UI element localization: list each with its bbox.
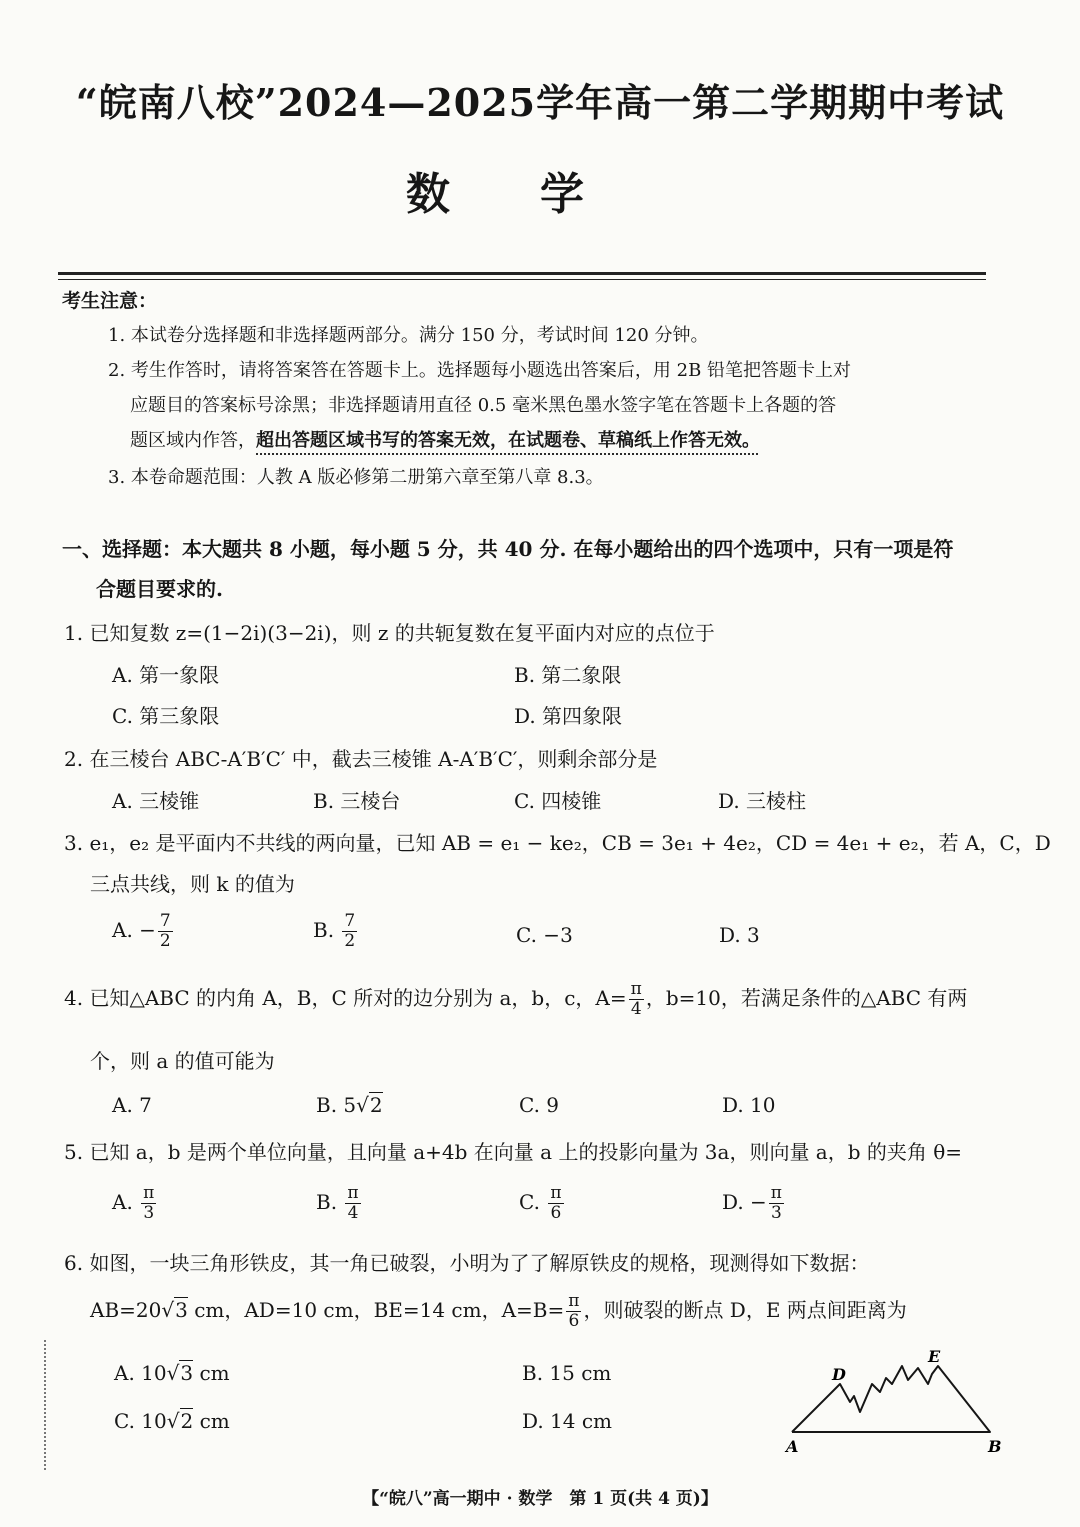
q4-option-b-prefix: B. 5 [316, 1093, 357, 1117]
notice-item-2c-emphasis: 超出答题区域书写的答案无效，在试题卷、草稿纸上作答无效。 [256, 430, 760, 451]
sqrt-symbol: √ [161, 1298, 175, 1322]
q4-option-d: D. 10 [722, 1093, 776, 1117]
q5-option-b-prefix: B. [316, 1190, 344, 1214]
q6-option-c-radicand: 2 [180, 1409, 194, 1433]
notice-title: 考生注意： [62, 290, 158, 312]
q3-b-numerator: 7 [344, 911, 356, 931]
q4-option-b [316, 1093, 383, 1117]
q5-a-denominator: 3 [143, 1203, 155, 1223]
q6-stem-2-a: AB=20 [90, 1298, 162, 1322]
q1-option-d: D. 第四象限 [514, 704, 623, 728]
section-1-heading-cont: 合题目要求的. [96, 577, 223, 601]
q6-stem-radicand: 3 [175, 1298, 188, 1322]
q5-option-b-fraction [345, 1184, 360, 1223]
q5-stem: 5. 已知 a，b 是两个单位向量，且向量 a+4b 在向量 a 上的投影向量为 3a，则向量 a，b 的夹角 θ= [64, 1140, 963, 1164]
exam-title: “皖南八校”2024—2025学年高一第二学期期中考试 [75, 80, 1005, 125]
notice-item-2c [130, 425, 760, 457]
section-1-heading: 一、选择题：本大题共 8 小题，每小题 5 分，共 40 分. 在每小题给出的四个选项中，只有一项是符 [62, 537, 954, 561]
q4-stem-1-post: ，b=10，若满足条件的△ABC 有两 [645, 986, 968, 1010]
q6-stem-1: 6. 如图，一块三角形铁皮，其一角已破裂，小明为了了解原铁皮的规格，现测得如下数据： [64, 1251, 870, 1275]
q3-stem-1: 3. e₁，e₂ 是平面内不共线的两向量，已知 AB = e₁ − ke₂，CB = 3e₁ + 4e₂，CD = 4e₁ + e₂，若 A，C，D [64, 831, 1051, 855]
q4-stem-2: 个，则 a 的值可能为 [90, 1049, 275, 1073]
q2-stem: 2. 在三棱台 ABC-A′B′C′ 中，截去三棱锥 A-A′B′C′，则剩余部分是 [64, 747, 658, 771]
q6-option-c [114, 1409, 230, 1433]
q6-option-a-radicand: 3 [180, 1361, 194, 1385]
q4-angle-fraction [629, 980, 644, 1019]
figure-label-b: B [988, 1437, 1002, 1456]
q5-option-a [112, 1184, 158, 1223]
q3-stem-2: 三点共线，则 k 的值为 [90, 872, 295, 896]
page-footer: 【“皖八”高一期中 · 数学 第 1 页(共 4 页)】 [362, 1489, 718, 1509]
q3-option-a-prefix: A. − [112, 918, 156, 942]
q3-a-numerator: 7 [159, 911, 171, 931]
q3-option-d: D. 3 [719, 923, 760, 947]
q1-option-a: A. 第一象限 [112, 663, 220, 687]
q5-option-d-fraction [769, 1184, 784, 1223]
figure-label-a: A [786, 1437, 799, 1456]
q2-option-d: D. 三棱柱 [718, 789, 807, 813]
q3-option-b [313, 912, 359, 951]
q5-c-numerator: π [550, 1183, 562, 1203]
q6-option-b: B. 15 cm [522, 1361, 612, 1385]
q6-angle-denominator: 6 [568, 1311, 580, 1331]
q5-option-c-prefix: C. [519, 1190, 547, 1214]
q4-stem-1-pre: 4. 已知△ABC 的内角 A，B，C 所对的边分别为 a，b，c，A= [64, 986, 627, 1010]
q6-option-a [114, 1361, 230, 1385]
q6-option-c-unit: cm [193, 1409, 230, 1433]
q5-option-d [722, 1184, 786, 1223]
q4-angle-denominator: 4 [630, 999, 642, 1019]
q5-a-numerator: π [143, 1183, 155, 1203]
q3-option-b-prefix: B. [313, 918, 341, 942]
q1-option-c: C. 第三象限 [112, 704, 220, 728]
q5-d-numerator: π [770, 1183, 782, 1203]
q5-b-numerator: π [347, 1183, 359, 1203]
figure-label-d: D [832, 1365, 846, 1384]
q6-broken-triangle-figure [782, 1344, 1012, 1460]
q5-option-b [316, 1184, 363, 1223]
q6-option-d: D. 14 cm [522, 1409, 613, 1433]
q1-option-b: B. 第二象限 [514, 663, 622, 687]
q4-stem-1 [64, 980, 967, 1019]
notice-item-2a: 2. 考生作答时，请将答案答在答题卡上。选择题每小题选出答案后，用 2B 铅笔把答题卡上对 [108, 360, 852, 381]
header-rule-thin [58, 279, 986, 280]
notice-item-2b: 应题目的答案标号涂黑；非选择题请用直径 0.5 毫米黑色墨水签字笔在答题卡上各题的答 [130, 395, 837, 416]
q1-stem: 1. 已知复数 z=(1−2i)(3−2i)，则 z 的共轭复数在复平面内对应的点位于 [64, 621, 715, 645]
triangle-outline [792, 1366, 990, 1432]
q4-option-a: A. 7 [112, 1093, 152, 1117]
q4-option-b-radicand: 2 [369, 1093, 383, 1117]
q5-option-d-prefix: D. − [722, 1190, 767, 1214]
q6-angle-numerator: π [568, 1291, 580, 1311]
header-rule-thick [58, 272, 986, 275]
sqrt-symbol: √ [166, 1361, 180, 1385]
notice-item-3: 3. 本卷命题范围：人教 A 版必修第二册第六章至第八章 8.3。 [108, 467, 604, 488]
q2-option-b: B. 三棱台 [313, 789, 401, 813]
q6-stem-2 [90, 1292, 907, 1331]
q6-angle-fraction [566, 1292, 581, 1331]
q5-d-denominator: 3 [770, 1203, 782, 1223]
q2-option-a: A. 三棱锥 [112, 789, 200, 813]
q6-option-a-prefix: A. 10 [114, 1361, 167, 1385]
q5-option-c [519, 1184, 566, 1223]
q6-option-a-unit: cm [193, 1361, 230, 1385]
q5-b-denominator: 4 [347, 1203, 359, 1223]
q5-option-a-prefix: A. [112, 1190, 140, 1214]
q4-option-c: C. 9 [519, 1093, 560, 1117]
q2-option-c: C. 四棱锥 [514, 789, 602, 813]
q3-option-a [112, 912, 175, 951]
notice-item-1: 1. 本试卷分选择题和非选择题两部分。满分 150 分，考试时间 120 分钟。 [108, 325, 709, 346]
q3-option-c: C. −3 [516, 923, 573, 947]
sqrt-symbol: √ [166, 1409, 180, 1433]
q3-option-a-fraction [158, 912, 173, 951]
q6-option-c-prefix: C. 10 [114, 1409, 167, 1433]
q6-stem-2-b: cm，AD=10 cm，BE=14 cm，A=B= [187, 1298, 565, 1322]
q3-option-b-fraction [342, 912, 357, 951]
q4-angle-numerator: π [630, 979, 642, 999]
notice-item-2c-plain: 题区域内作答， [130, 430, 256, 451]
q3-b-denominator: 2 [344, 931, 356, 951]
q5-option-c-fraction [548, 1184, 563, 1223]
q3-a-denominator: 2 [159, 931, 171, 951]
q6-stem-2-c: ，则破裂的断点 D，E 两点间距离为 [583, 1298, 907, 1322]
subject-title: 数学 [406, 169, 674, 220]
figure-label-e: E [928, 1347, 941, 1366]
q5-option-a-fraction [141, 1184, 156, 1223]
q5-c-denominator: 6 [550, 1203, 562, 1223]
sqrt-symbol: √ [356, 1093, 369, 1117]
binding-margin-line [44, 1340, 46, 1470]
